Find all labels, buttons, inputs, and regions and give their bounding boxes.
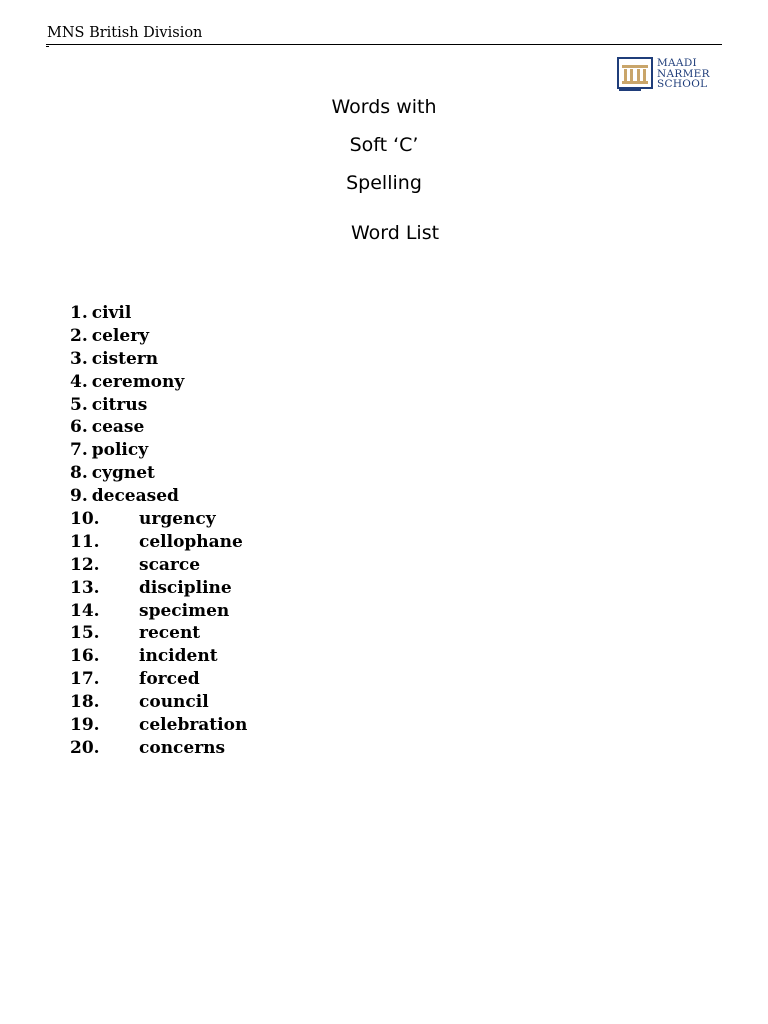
word-text: celery xyxy=(91,325,150,346)
word-number: 6. xyxy=(70,417,88,438)
word-list-item xyxy=(70,462,247,485)
word-text: urgency xyxy=(139,509,216,530)
word-number: 9. xyxy=(70,486,88,507)
word-list-item xyxy=(70,531,247,554)
word-text: concerns xyxy=(139,737,226,758)
word-list-item xyxy=(70,439,247,462)
word-list-item xyxy=(70,485,247,508)
word-text: policy xyxy=(91,440,149,461)
title-line-2: Soft ‘C’ xyxy=(349,134,419,156)
spelling-word-list xyxy=(70,302,247,760)
school-building-icon xyxy=(617,57,653,93)
word-list-item xyxy=(70,645,247,668)
word-number: 15. xyxy=(70,623,100,644)
word-text: council xyxy=(139,692,209,713)
word-list-item xyxy=(70,554,247,577)
word-list-item xyxy=(70,577,247,600)
word-text: specimen xyxy=(139,600,230,621)
word-number: 2. xyxy=(70,325,88,346)
word-text: forced xyxy=(139,669,200,690)
word-list-item xyxy=(70,622,247,645)
title-line-1: Words with xyxy=(331,96,437,118)
word-list-item xyxy=(70,371,247,394)
word-text: scarce xyxy=(139,554,201,575)
word-number: 17. xyxy=(70,669,100,690)
word-list-item xyxy=(70,737,247,760)
word-number: 7. xyxy=(70,440,88,461)
word-number: 1. xyxy=(70,303,88,323)
word-number: 13. xyxy=(70,577,100,598)
header-tick xyxy=(46,46,49,47)
word-text: celebration xyxy=(139,715,248,736)
word-number: 11. xyxy=(70,531,100,552)
word-number: 3. xyxy=(70,348,88,369)
word-list-heading: Word List xyxy=(350,222,440,244)
word-list-item xyxy=(70,714,247,737)
word-text: incident xyxy=(139,646,218,667)
word-text: discipline xyxy=(139,577,232,598)
school-logo xyxy=(617,57,721,97)
word-text: deceased xyxy=(91,486,179,507)
word-number: 5. xyxy=(70,394,88,415)
word-number: 19. xyxy=(70,715,100,736)
word-list-item xyxy=(70,600,247,623)
word-number: 4. xyxy=(70,371,88,392)
word-text: cease xyxy=(91,417,145,438)
word-text: civil xyxy=(91,303,132,323)
word-list-item xyxy=(70,668,247,691)
header-rule xyxy=(46,44,722,45)
word-number: 20. xyxy=(70,737,100,758)
word-list-item xyxy=(70,691,247,714)
word-number: 10. xyxy=(70,509,100,530)
word-list-item xyxy=(70,508,247,531)
word-list-item xyxy=(70,348,247,371)
word-list-item xyxy=(70,394,247,417)
word-number: 18. xyxy=(70,692,100,713)
school-logo-text: MAADI NARMER SCHOOL xyxy=(657,57,710,90)
word-number: 14. xyxy=(70,600,100,621)
word-number: 16. xyxy=(70,646,100,667)
word-text: citrus xyxy=(91,394,148,415)
word-text: ceremony xyxy=(91,371,185,392)
header-division-text: MNS British Division xyxy=(47,25,203,41)
word-number: 12. xyxy=(70,554,100,575)
word-text: cellophane xyxy=(139,531,243,552)
word-list-item xyxy=(70,302,247,325)
word-text: cistern xyxy=(91,348,159,369)
title-line-3: Spelling xyxy=(346,172,422,194)
word-number: 8. xyxy=(70,463,88,484)
word-text: cygnet xyxy=(91,463,155,484)
word-text: recent xyxy=(139,623,201,644)
word-list-item xyxy=(70,325,247,348)
word-list-item xyxy=(70,416,247,439)
